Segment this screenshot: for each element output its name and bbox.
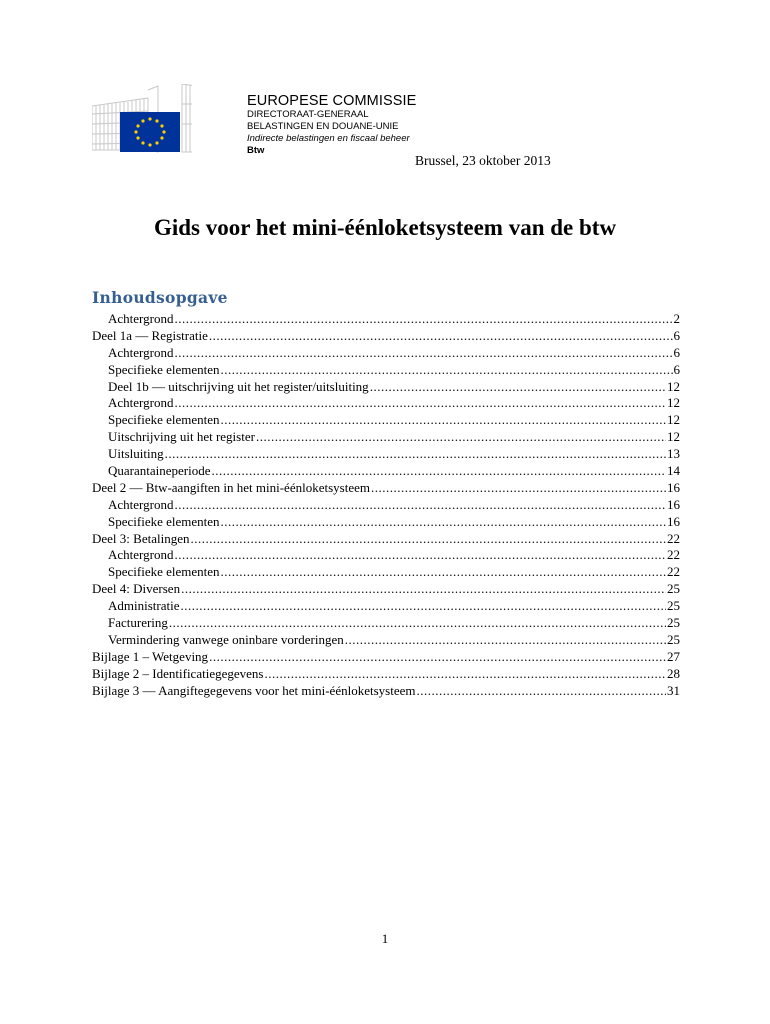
toc-entry-page: 12	[667, 412, 680, 428]
toc-entry[interactable]	[92, 463, 680, 480]
toc-entry-title: Deel 2 — Btw-aangiften in het mini-éénloketsysteem	[92, 479, 370, 495]
toc-entry[interactable]	[92, 497, 680, 514]
toc-entry-page: 12	[667, 378, 680, 394]
toc-entry-page: 6	[673, 344, 680, 360]
toc-entry-title: Vermindering vanwege oninbare vorderingen	[108, 631, 344, 647]
toc-entry-page: 14	[667, 463, 680, 479]
toc-entry-title: Bijlage 2 – Identificatiegegevens	[92, 665, 264, 681]
toc-entry-title: Uitschrijving uit het register	[108, 429, 255, 445]
toc-entry[interactable]	[92, 632, 680, 649]
toc-entry-page: 22	[667, 564, 680, 580]
toc-dot-leader	[264, 666, 666, 683]
toc-dot-leader	[256, 429, 666, 446]
toc-entry-title: Quarantaineperiode	[108, 463, 211, 479]
toc-entry-page: 16	[667, 479, 680, 495]
unit-line: Indirecte belastingen en fiscaal beheer	[247, 133, 410, 144]
toc-entry-title: Achtergrond	[108, 395, 174, 411]
toc-dot-leader	[370, 379, 666, 396]
toc-entry-page: 16	[667, 496, 680, 512]
toc-entry-title: Achtergrond	[108, 496, 174, 512]
toc-entry[interactable]	[92, 615, 680, 632]
toc-entry-title: Deel 4: Diversen	[92, 581, 181, 597]
toc-dot-leader	[416, 683, 666, 700]
directorate-line: DIRECTORAAT-GENERAAL	[247, 109, 369, 120]
toc-entry-title: Deel 3: Betalingen	[92, 530, 190, 546]
toc-dot-leader	[181, 581, 666, 598]
toc-entry[interactable]	[92, 429, 680, 446]
toc-dot-leader	[221, 514, 666, 531]
toc-entry[interactable]	[92, 446, 680, 463]
toc-entry-page: 2	[673, 311, 680, 326]
page-number: 1	[381, 931, 389, 946]
document-date: Brussel, 23 oktober 2013	[415, 153, 551, 168]
toc-entry[interactable]	[92, 564, 680, 581]
organisation-name: EUROPESE COMMISSIE	[247, 93, 417, 109]
toc-entry[interactable]	[92, 649, 680, 666]
toc-entry-page: 12	[667, 429, 680, 445]
toc-entry[interactable]	[92, 362, 680, 379]
toc-entry[interactable]	[92, 480, 680, 497]
document-title: Gids voor het mini-éénloketsysteem van de btw	[153, 215, 617, 240]
toc-entry[interactable]	[92, 598, 680, 615]
toc-entry-title: Bijlage 1 – Wetgeving	[92, 648, 209, 664]
toc-dot-leader	[345, 632, 666, 649]
toc-entry-title: Specifieke elementen	[108, 361, 220, 377]
toc-entry-title: Administratie	[108, 598, 180, 614]
toc-entry-page: 16	[667, 513, 680, 529]
toc-entry-page: 6	[673, 361, 680, 377]
toc-entry-title: Achtergrond	[108, 344, 174, 360]
toc-entry[interactable]	[92, 547, 680, 564]
toc-dot-leader	[174, 345, 672, 362]
subunit-line: Btw	[247, 145, 265, 156]
toc-dot-leader	[209, 649, 666, 666]
toc-dot-leader	[221, 564, 666, 581]
toc-dot-leader	[190, 531, 666, 548]
table-of-contents	[92, 311, 680, 699]
toc-entry-page: 13	[667, 446, 680, 462]
toc-entry-page: 22	[667, 530, 680, 546]
directorate-name-line: BELASTINGEN EN DOUANE-UNIE	[247, 121, 399, 132]
toc-entry[interactable]	[92, 683, 680, 700]
toc-dot-leader	[174, 547, 666, 564]
toc-dot-leader	[169, 615, 666, 632]
toc-dot-leader	[174, 311, 672, 328]
toc-entry-title: Specifieke elementen	[108, 564, 220, 580]
toc-entry-page: 31	[667, 682, 680, 698]
toc-entry[interactable]	[92, 345, 680, 362]
toc-entry-page: 28	[667, 665, 680, 681]
toc-entry-page: 25	[667, 631, 680, 647]
toc-heading: Inhoudsopgave	[92, 288, 228, 307]
toc-dot-leader	[174, 497, 666, 514]
toc-entry[interactable]	[92, 328, 680, 345]
toc-entry-title: Achtergrond	[108, 311, 174, 326]
toc-dot-leader	[212, 463, 666, 480]
toc-entry-title: Bijlage 3 — Aangiftegegevens voor het mini-éénloketsysteem	[92, 682, 416, 698]
toc-entry[interactable]	[92, 412, 680, 429]
toc-dot-leader	[371, 480, 666, 497]
toc-entry-page: 27	[667, 648, 680, 664]
toc-entry-title: Specifieke elementen	[108, 513, 220, 529]
toc-entry-page: 25	[667, 598, 680, 614]
toc-entry-title: Specifieke elementen	[108, 412, 220, 428]
toc-dot-leader	[174, 395, 666, 412]
toc-dot-leader	[221, 412, 666, 429]
toc-entry[interactable]	[92, 395, 680, 412]
eu-commission-logo-icon	[92, 84, 192, 156]
toc-entry-page: 25	[667, 615, 680, 631]
toc-entry-title: Uitsluiting	[108, 446, 164, 462]
toc-dot-leader	[181, 598, 667, 615]
document-header	[92, 84, 652, 174]
toc-entry-title: Facturering	[108, 615, 168, 631]
toc-entry-title: Achtergrond	[108, 547, 174, 563]
toc-entry-page: 6	[673, 327, 680, 343]
toc-entry[interactable]	[92, 581, 680, 598]
toc-entry-title: Deel 1b — uitschrijving uit het register/uitsluiting	[108, 378, 369, 394]
toc-dot-leader	[165, 446, 666, 463]
toc-entry[interactable]	[92, 311, 680, 328]
toc-dot-leader	[221, 362, 673, 379]
toc-entry[interactable]	[92, 531, 680, 548]
toc-entry[interactable]	[92, 379, 680, 396]
toc-entry-page: 12	[667, 395, 680, 411]
toc-entry-page: 25	[667, 581, 680, 597]
organisation-block	[247, 93, 416, 157]
toc-entry[interactable]	[92, 514, 680, 531]
toc-dot-leader	[209, 328, 673, 345]
toc-entry-page: 22	[667, 547, 680, 563]
toc-entry-title: Deel 1a — Registratie	[92, 327, 208, 343]
toc-entry[interactable]	[92, 666, 680, 683]
